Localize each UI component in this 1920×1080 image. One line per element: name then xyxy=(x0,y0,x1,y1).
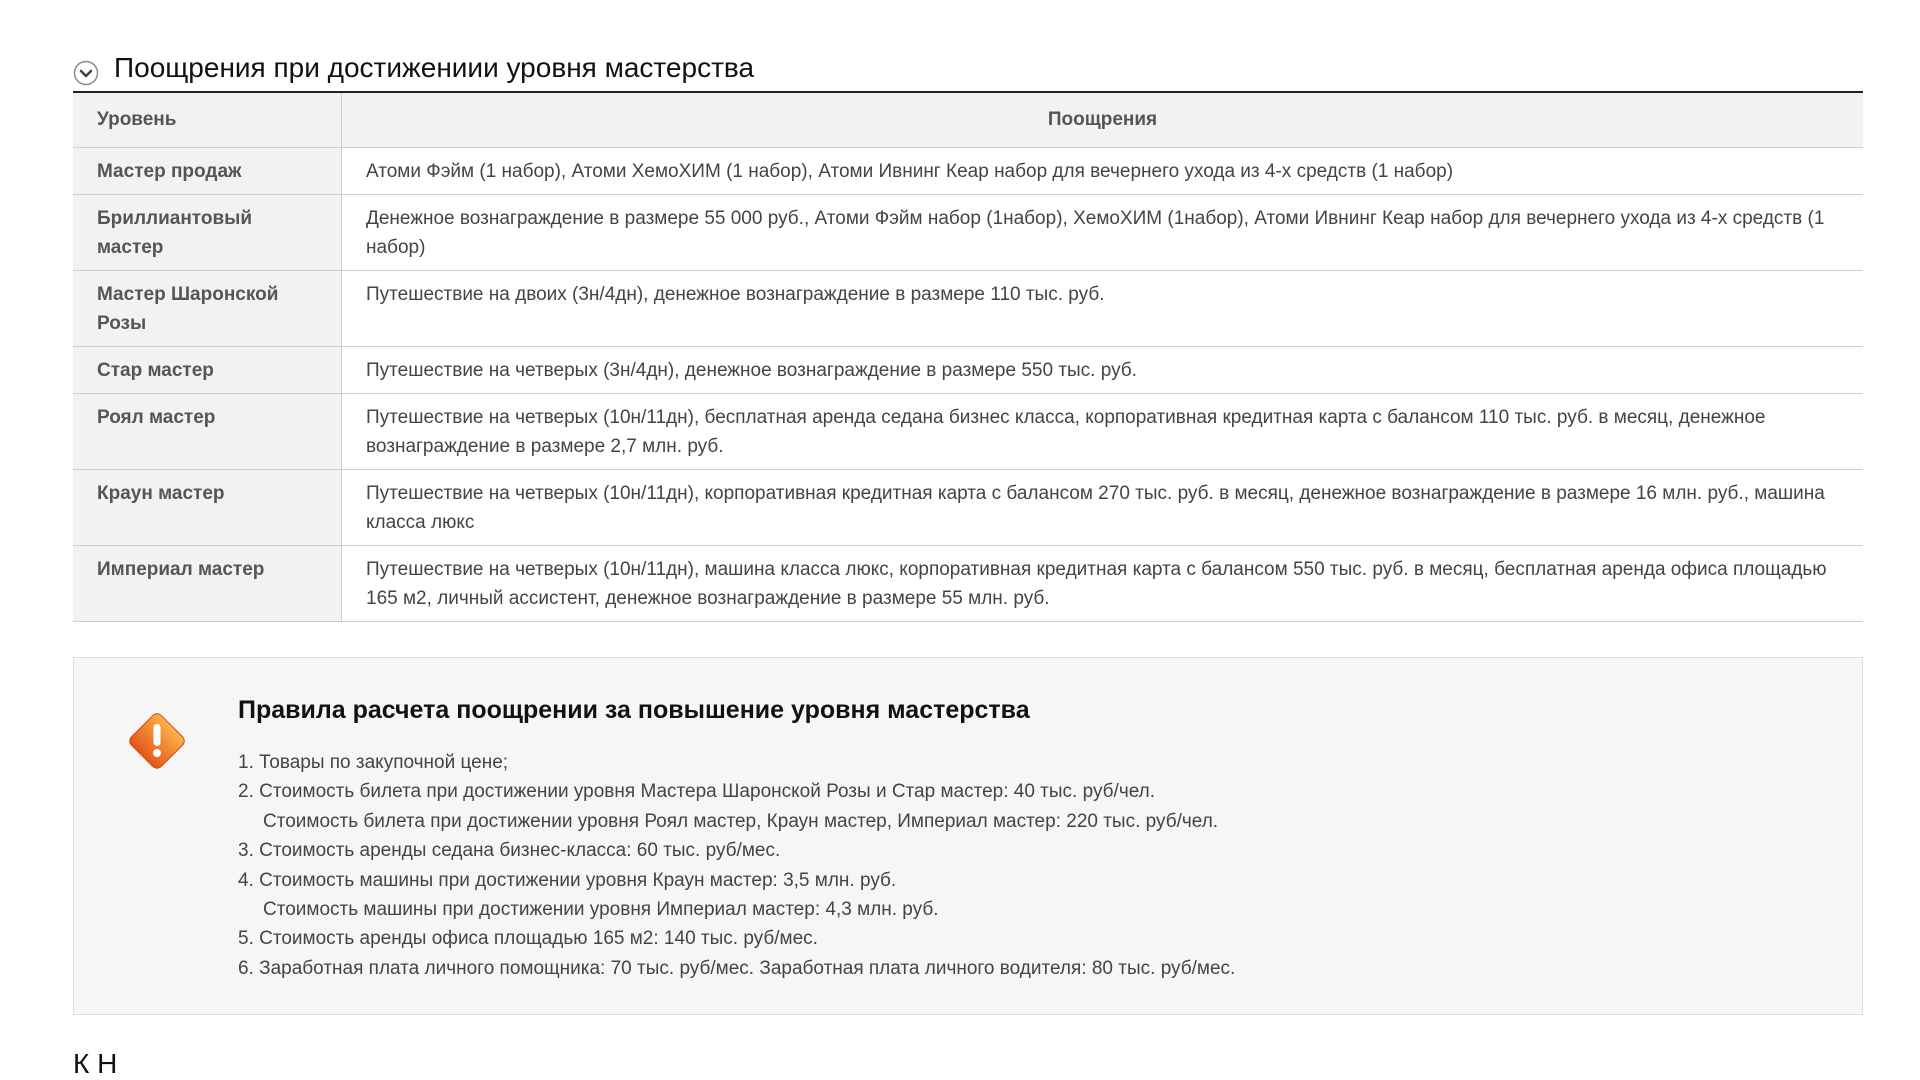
rules-list xyxy=(238,748,1235,983)
warning-diamond-icon xyxy=(122,706,192,776)
rule-item: 4. Стоимость машины при достижении уровня Краун мастер: 3,5 млн. руб. xyxy=(238,869,897,891)
table-row xyxy=(73,470,1863,546)
rule-item: Стоимость машины при достижении уровня Империал мастер: 4,3 млн. руб. xyxy=(263,899,939,921)
table-header-row xyxy=(73,92,1863,148)
reward-cell: Денежное вознаграждение в размере 55 000 руб., Атоми Фэйм набор (1набор), ХемоХИМ (1набор), Атоми Ивнинг Кеар набор для вечернего ухода из 4-х средств (1 набор) xyxy=(342,195,1864,271)
reward-cell: Путешествие на четверых (3н/4дн), денежное вознаграждение в размере 550 тыс. руб. xyxy=(342,347,1864,394)
section-title: Поощрения при достижениии уровня мастерства xyxy=(114,52,755,83)
level-cell: Мастер продаж xyxy=(73,148,342,195)
table-row xyxy=(73,195,1863,271)
level-cell: Мастер Шаронской Розы xyxy=(73,271,342,347)
column-header-level: Уровень xyxy=(73,92,342,148)
chevron-down-circle-icon[interactable] xyxy=(73,60,99,86)
reward-cell: Путешествие на двоих (3н/4дн), денежное вознаграждение в размере 110 тыс. руб. xyxy=(342,271,1864,347)
table-row xyxy=(73,347,1863,394)
table-row xyxy=(73,148,1863,195)
level-cell: Империал мастер xyxy=(73,546,342,622)
column-header-reward: Поощрения xyxy=(342,92,1864,148)
table-row xyxy=(73,546,1863,622)
reward-cell: Путешествие на четверых (10н/11дн), бесплатная аренда седана бизнес класса, корпоративная кредитная карта с балансом 110 тыс. руб. в месяц, денежное вознаграждение в размере 2,7 млн. руб. xyxy=(342,394,1864,470)
rules-notice-box xyxy=(73,657,1863,1015)
rule-item: Стоимость билета при достижении уровня Роял мастер, Краун мастер, Империал мастер: 220 тыс. руб/чел. xyxy=(263,810,1219,832)
level-cell: Бриллиантовый мастер xyxy=(73,195,342,271)
reward-cell: Путешествие на четверых (10н/11дн), машина класса люкс, корпоративная кредитная карта с балансом 550 тыс. руб. в месяц, бесплатная аренда офиса площадью 165 м2, личный ассистент, денежное вознаграждение в размере 55 млн. руб. xyxy=(342,546,1864,622)
rule-item: 2. Стоимость билета при достижении уровня Мастера Шаронской Розы и Стар мастер: 40 тыс. руб/чел. xyxy=(238,781,1156,803)
table-row xyxy=(73,271,1863,347)
level-cell: Роял мастер xyxy=(73,394,342,470)
rewards-table xyxy=(73,91,1863,622)
rules-title: Правила расчета поощрении за повышение уровня мастерства xyxy=(238,696,1030,724)
rewards-section-header xyxy=(73,44,1863,92)
rule-item: 5. Стоимость аренды офиса площадью 165 м2: 140 тыс. руб/мес. xyxy=(238,928,818,950)
reward-cell: Путешествие на четверых (10н/11дн), корпоративная кредитная карта с балансом 270 тыс. руб. в месяц, денежное вознаграждение в размере 16 млн. руб., машина класса люкс xyxy=(342,470,1864,546)
table-row xyxy=(73,394,1863,470)
level-cell: Стар мастер xyxy=(73,347,342,394)
next-section-title: К Н xyxy=(73,1048,118,1079)
rule-item: 1. Товары по закупочной цене; xyxy=(238,752,509,773)
level-cell: Краун мастер xyxy=(73,470,342,546)
reward-cell: Атоми Фэйм (1 набор), Атоми ХемоХИМ (1 набор), Атоми Ивнинг Кеар набор для вечернего ухода из 4-х средств (1 набор) xyxy=(342,148,1864,195)
rule-item: 3. Стоимость аренды седана бизнес-класса: 60 тыс. руб/мес. xyxy=(238,840,781,862)
rule-item: 6. Заработная плата личного помощника: 70 тыс. руб/мес. Заработная плата личного водителя: 80 тыс. руб/мес. xyxy=(238,957,1236,979)
